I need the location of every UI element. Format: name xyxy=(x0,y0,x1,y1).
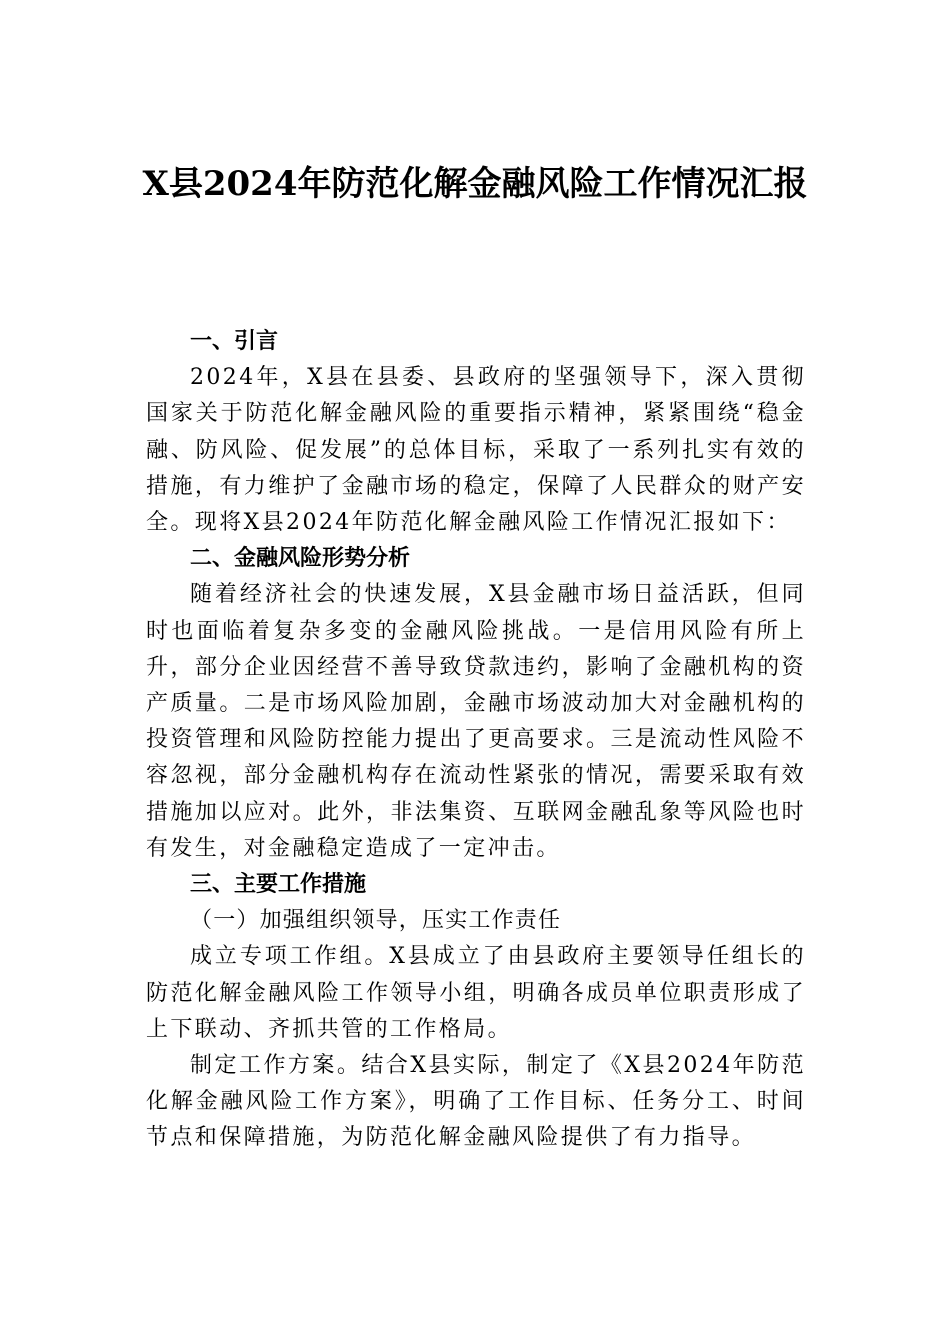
document-body xyxy=(146,324,806,1157)
document-title: X县2024年防范化解金融风险工作情况汇报 xyxy=(142,164,808,204)
organization-paragraph-work-plan: 制定工作方案。结合X县实际，制定了《X县2024年防范化解金融风险工作方案》，明确了工作目标、任务分工、时间节点和保障措施，为防范化解金融风险提供了有力指导。 xyxy=(146,1053,806,1151)
section-heading-risk-analysis: 二、金融风险形势分析 xyxy=(190,546,411,572)
section-heading-intro: 一、引言 xyxy=(190,329,279,354)
subsection-heading-organization: （一）加强组织领导，压实工作责任 xyxy=(190,908,562,934)
risk-analysis-paragraph: 随着经济社会的快速发展，X县金融市场日益活跃，但同时也面临着复杂多变的金融风险挑战。一是信用风险有所上升，部分企业因经营不善导致贷款违约，影响了金融机构的资产质量。二是市场风险加剧，金融市场波动加大对金融机构的投资管理和风险防控能力提出了更高要求。三是流动性风险不容忽视，部分金融机构存在流动性紧张的情况，需要采取有效措施加以应对。此外，非法集资、互联网金融乱象等风险也时有发生，对金融稳定造成了一定冲击。 xyxy=(146,582,806,861)
section-heading-main-measures: 三、主要工作措施 xyxy=(190,872,367,898)
intro-paragraph: 2024年，X县在县委、县政府的坚强领导下，深入贯彻国家关于防范化解金融风险的重要指示精神，紧紧围绕“稳金融、防风险、促发展”的总体目标，采取了一系列扎实有效的措施，有力维护了金融市场的稳定，保障了人民群众的财产安全。现将X县2024年防范化解金融风险工作情况汇报如下： xyxy=(146,365,806,536)
organization-paragraph-working-group: 成立专项工作组。X县成立了由县政府主要领导任组长的防范化解金融风险工作领导小组，明确各成员单位职责形成了上下联动、齐抓共管的工作格局。 xyxy=(146,944,806,1042)
